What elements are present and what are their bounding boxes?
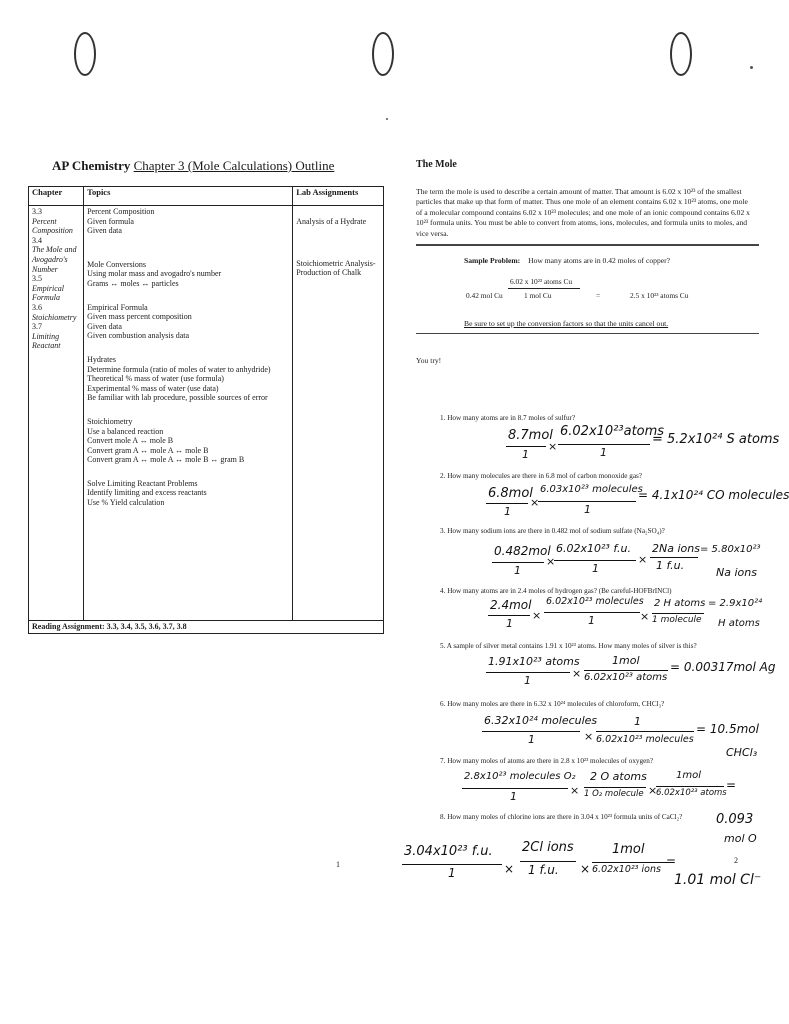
hw-q4-num: 2.4mol	[490, 598, 532, 612]
hw-times: ×	[504, 862, 515, 876]
hw-fraction-bar	[650, 557, 698, 558]
topic-line: Given data	[87, 321, 122, 331]
chapter-label: Percent	[32, 216, 57, 226]
header-labs: Lab Assignments	[293, 187, 384, 206]
hw-q4-den3: 1 molecule	[652, 615, 702, 625]
hw-q5-num: 1.91x10²³ atoms	[488, 655, 580, 668]
question-1: 1. How many atoms are in 8.7 moles of sulfur?	[440, 414, 576, 422]
labs-column	[293, 206, 384, 621]
hw-q2-result: = 4.1x10²⁴ CO molecules	[638, 488, 789, 502]
topic-line: Mole Conversions	[87, 259, 146, 269]
scan-speck	[750, 66, 753, 69]
question-2: 2. How many molecules are there in 6.8 mol of carbon monoxide gas?	[440, 472, 642, 480]
hw-fraction-bar	[652, 613, 704, 614]
chapter-label: Avogadro's	[32, 254, 68, 264]
sample-question: How many atoms are in 0.42 moles of copper?	[528, 256, 671, 266]
hw-fraction-bar	[592, 862, 670, 863]
hw-q3-num2: 6.02x10²³ f.u.	[556, 542, 631, 555]
hw-times: ×	[640, 610, 650, 623]
page-number-right: 2	[734, 856, 738, 865]
hw-fraction-bar	[486, 503, 528, 504]
hw-fraction-bar	[584, 787, 646, 788]
chapter-label: Empirical	[32, 283, 64, 293]
topic-line: Experimental % mass of water (use data)	[87, 383, 219, 393]
conv-line	[508, 288, 580, 289]
hw-q5-num2: 1mol	[612, 654, 640, 667]
topic-line: Percent Composition	[87, 207, 155, 216]
conv-eq: =	[596, 290, 601, 300]
hw-q5-den2: 6.02x10²³ atoms	[584, 672, 668, 683]
hw-fraction-bar	[558, 444, 650, 445]
hw-q7-den2: 1 O₂ molecule	[584, 789, 644, 799]
hw-times: ×	[548, 440, 558, 453]
hw-q8-eq: =	[666, 854, 677, 868]
hw-q7-den: 1	[510, 790, 517, 803]
topic-line: Convert gram A ↔ mole A ↔ mole B ↔ gram B	[87, 455, 245, 465]
question-4: 4. How many atoms are in 2.4 moles of hydrogen gas? (Be careful-HOFBrINCl)	[440, 587, 672, 595]
chapter-label: Number	[32, 264, 58, 274]
hw-q6-num: 6.32x10²⁴ molecules	[484, 714, 598, 727]
outline-page	[28, 158, 384, 631]
mole-paragraph: The term the mole is used to describe a certain amount of matter. That amount is 6.02 x 10²³ of the smallest particles that make up that form of matter. Thus one mole of an element contains 6.02 x 10²³ atoms, one mole of a molecular compound contains 6.02 x 10²³ molecules; and one mole of an ionic compound contains 6.02 x 10²³ formula units. You must be able to convert from atoms, ions, molecules, and formula units to moles, and vice versa.	[416, 186, 750, 238]
chapter-number: 3.6	[32, 302, 42, 312]
hw-times: ×	[584, 730, 594, 743]
topic-line: Convert gram A ↔ mole A ↔ mole B	[87, 445, 209, 455]
hw-q2-den: 1	[504, 505, 511, 518]
conv-result: 2.5 x 10²³ atoms Cu	[630, 290, 689, 300]
hw-times: ×	[530, 496, 540, 509]
topic-line: Use a balanced reaction	[87, 426, 164, 436]
hw-q3-result: = 5.80x10²³	[700, 544, 761, 555]
title-underlined: Chapter 3 (Mole Calculations) Outline	[133, 158, 335, 173]
topic-line: Convert mole A ↔ mole B	[87, 436, 174, 446]
hw-times: ×	[638, 553, 648, 566]
hw-q5-result: = 0.00317mol Ag	[670, 660, 776, 674]
hw-q4-result: = 2.9x10²⁴	[708, 598, 763, 609]
topic-line: Empirical Formula	[87, 302, 148, 312]
question-8: 8. How many moles of chlorine ions are there in 3.04 x 10²³ formula units of CaCl₂?	[440, 813, 683, 821]
hw-q3-unit: Na ions	[716, 566, 757, 579]
hw-fraction-bar	[656, 786, 724, 787]
chapter-label: Stoichiometry	[32, 312, 77, 322]
title-prefix: AP Chemistry	[52, 158, 134, 173]
hw-fraction-bar	[402, 864, 502, 865]
outline-title	[52, 158, 384, 174]
hw-q1-num2: 6.02x10²³atoms	[560, 424, 665, 439]
question-3: 3. How many sodium ions are there in 0.482 mol of sodium sulfate (Na₂SO₄)?	[440, 527, 665, 535]
lab-item: Analysis of a Hydrate	[296, 217, 367, 226]
question-5: 5. A sample of silver metal contains 1.91 x 10²³ atoms. How many moles of silver is this?	[440, 642, 697, 650]
question-7: 7. How many moles of atoms are there in 2.8 x 10²³ molecules of oxygen?	[440, 757, 654, 765]
hw-fraction-bar	[492, 562, 544, 563]
punch-hole-right	[670, 32, 692, 76]
question-6: 6. How many moles are there in 6.32 x 10²⁴ molecules of chloroform, CHCl₃?	[440, 700, 665, 708]
hw-fraction-bar	[538, 501, 636, 502]
divider	[416, 333, 759, 334]
chapter-number: 3.4	[32, 235, 42, 245]
topic-line: Grams ↔ moles ↔ particles	[87, 278, 179, 288]
hw-q2-num2: 6.03x10²³ molecules	[540, 484, 643, 495]
chapter-label: Composition	[32, 226, 73, 236]
hw-fraction-bar	[544, 612, 640, 613]
topic-line: Using molar mass and avogadro's number	[87, 269, 222, 279]
hw-q4-num3: 2 H atoms	[654, 598, 706, 609]
hw-q3-den: 1	[514, 564, 521, 577]
chapter-label: Formula	[32, 293, 60, 303]
hw-q6-den: 1	[528, 733, 535, 746]
hw-fraction-bar	[486, 672, 570, 673]
chapter-column	[29, 206, 84, 621]
topic-line: Identify limiting and excess reactants	[87, 488, 207, 498]
hw-q8-num2: 2Cl ions	[522, 840, 574, 855]
sample-problem	[416, 256, 760, 267]
hw-fraction-bar	[506, 446, 546, 447]
page-number-left: 1	[336, 860, 340, 869]
hw-q4-unit: H atoms	[718, 618, 760, 629]
hw-fraction-bar	[462, 788, 568, 789]
divider	[416, 244, 759, 246]
topic-line: Given data	[87, 226, 122, 236]
sample-label: Sample Problem:	[464, 256, 521, 266]
topic-line: Use % Yield calculation	[87, 498, 165, 508]
hw-times: ×	[648, 784, 658, 797]
chapter-number: 3.3	[32, 207, 42, 216]
punch-hole-left	[74, 32, 96, 76]
punch-hole-middle	[372, 32, 394, 76]
hw-q4-den2: 1	[588, 614, 595, 627]
hw-q7-num2: 2 O atoms	[590, 770, 647, 783]
hw-q3-den3: 1 f.u.	[656, 559, 685, 572]
conv-given: 0.42 mol Cu	[466, 290, 503, 300]
chapter-number: 3.5	[32, 274, 42, 284]
hw-fraction-bar	[488, 615, 530, 616]
scan-speck	[386, 118, 388, 120]
lab-item: Stoichiometric Analysis-	[296, 258, 376, 268]
chapter-label: The Mole and	[32, 245, 77, 255]
hw-q4-num2: 6.02x10²³ molecules	[546, 596, 644, 607]
hw-q3-num: 0.482mol	[494, 544, 551, 558]
hw-fraction-bar	[596, 731, 694, 732]
hw-q1-result: = 5.2x10²⁴ S atoms	[652, 432, 780, 447]
hw-q4-den: 1	[506, 617, 513, 630]
topic-line: Solve Limiting Reactant Problems	[87, 478, 198, 488]
header-chapter: Chapter	[29, 187, 84, 206]
topic-line: Given formula	[87, 216, 134, 226]
hw-q6-result: = 10.5mol	[696, 722, 759, 736]
chapter-label: Limiting Reactant	[32, 331, 61, 351]
hw-q8-num3: 1mol	[612, 842, 645, 857]
hw-q8-num: 3.04x10²³ f.u.	[404, 844, 493, 859]
setup-note: Be sure to set up the conversion factors so that the units cancel out.	[464, 318, 669, 328]
topic-line: Be familiar with lab procedure, possible sources of error	[87, 393, 268, 403]
hw-fraction-bar	[520, 861, 576, 862]
topic-line: Stoichiometry	[87, 416, 133, 426]
hw-q1-den2: 1	[600, 446, 607, 459]
hw-q2-num: 6.8mol	[488, 486, 533, 501]
topic-line: Given combustion analysis data	[87, 331, 190, 341]
conv-top: 6.02 x 10²³ atoms Cu	[510, 276, 573, 286]
hw-q7-answer: 0.093	[716, 812, 754, 827]
topic-line: Determine formula (ratio of moles of water to anhydride)	[87, 364, 271, 374]
topics-column	[84, 206, 293, 621]
hw-q5-den: 1	[524, 674, 531, 687]
hw-q6-num2: 1	[634, 715, 641, 728]
outline-table	[28, 186, 384, 634]
hw-q6-den2: 6.02x10²³ molecules	[596, 734, 694, 745]
header-topics: Topics	[84, 187, 293, 206]
hw-fraction-bar	[482, 731, 580, 732]
mole-title: The Mole	[416, 159, 457, 170]
hw-q3-den2: 1	[592, 562, 599, 575]
hw-times: ×	[532, 609, 542, 622]
hw-q8-den: 1	[448, 866, 456, 880]
chapter-number: 3.7	[32, 322, 42, 332]
hw-fraction-bar	[584, 670, 668, 671]
hw-q2-den2: 1	[584, 503, 591, 516]
conv-bottom: 1 mol Cu	[524, 290, 552, 300]
hw-fraction-bar	[554, 560, 636, 561]
hw-q7-num3: 1mol	[676, 770, 701, 781]
hw-q7-num: 2.8x10²³ molecules O₂	[464, 771, 576, 782]
hw-q1-den: 1	[522, 448, 529, 461]
hw-q7-den3: 6.02x10²³ atoms	[656, 788, 727, 798]
hw-q7-answer-unit: mol O	[724, 832, 757, 845]
mole-page	[416, 160, 760, 367]
hw-q1-num: 8.7mol	[508, 428, 553, 443]
hw-q3-num3: 2Na ions	[652, 542, 700, 555]
hw-times: ×	[572, 667, 582, 680]
topic-line: Theoretical % mass of water (use formula)	[87, 374, 224, 384]
hw-times: ×	[580, 862, 591, 876]
hw-q7-eq: =	[726, 778, 737, 792]
hw-q8-den2: 1 f.u.	[528, 863, 559, 877]
you-try: You try!	[416, 356, 442, 366]
hw-q8-den3: 6.02x10²³ ions	[592, 864, 661, 875]
hw-times: ×	[570, 784, 580, 797]
hw-q8-result: 1.01 mol Cl⁻	[674, 872, 762, 888]
topic-line: Hydrates	[87, 354, 116, 364]
sample-conversion	[416, 277, 760, 313]
topic-line: Given mass percent composition	[87, 312, 192, 322]
hw-times: ×	[546, 555, 556, 568]
reading-assignment: Reading Assignment: 3.3, 3.4, 3.5, 3.6, 3.7, 3.8	[29, 621, 384, 634]
lab-item: Production of Chalk	[296, 268, 362, 278]
hw-q6-unit: CHCl₃	[726, 746, 758, 759]
